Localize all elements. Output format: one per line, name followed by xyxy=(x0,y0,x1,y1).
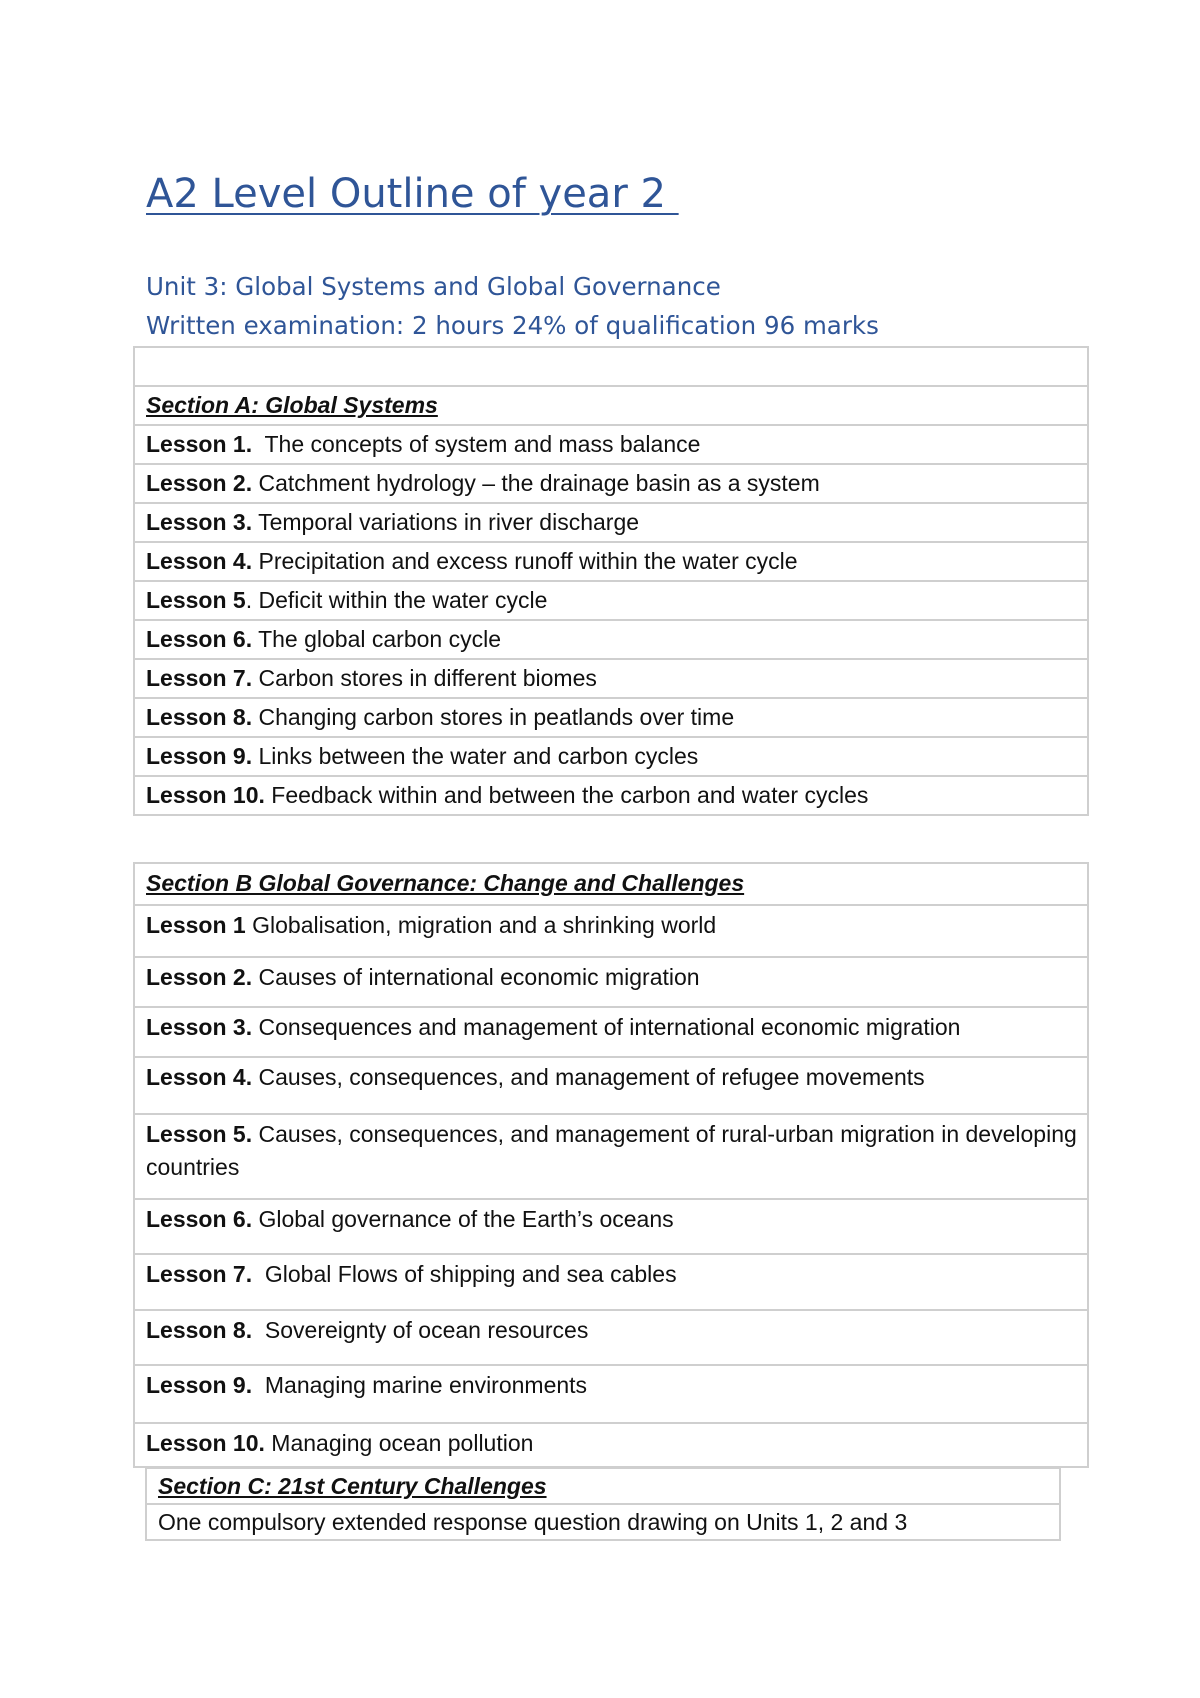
lesson-label: Lesson 6. xyxy=(146,1206,253,1232)
lesson-text: Global Flows of shipping and sea cables xyxy=(252,1261,677,1287)
lesson-cell xyxy=(134,1365,1088,1423)
lesson-text: The concepts of system and mass balance xyxy=(252,431,701,457)
table-row xyxy=(134,1254,1088,1310)
lesson-label: Lesson 9. xyxy=(146,743,253,769)
document-title: A2 Level Outline of year 2 xyxy=(146,171,679,217)
table-row xyxy=(134,620,1088,659)
section-b-heading: Section B Global Governance: Change and Challenges xyxy=(134,863,1088,905)
section-a-heading-row xyxy=(134,386,1088,425)
lesson-text: Consequences and management of international economic migration xyxy=(252,1014,961,1040)
lesson-label: Lesson 2. xyxy=(146,470,253,496)
lesson-text: Changing carbon stores in peatlands over time xyxy=(252,704,735,730)
table-row xyxy=(134,1423,1088,1467)
exam-subtitle: Written examination: 2 hours 24% of qualification 96 marks xyxy=(146,311,879,340)
lesson-cell xyxy=(134,1423,1088,1467)
lesson-cell xyxy=(134,1254,1088,1310)
table-row xyxy=(146,1504,1060,1540)
section-a-table xyxy=(133,346,1089,816)
table-row xyxy=(134,1057,1088,1114)
lesson-label: Lesson 7. xyxy=(146,1261,253,1287)
table-row xyxy=(134,698,1088,737)
lesson-cell xyxy=(134,1310,1088,1365)
table-row xyxy=(134,737,1088,776)
table-row xyxy=(134,1007,1088,1057)
lesson-label: Lesson 5 xyxy=(146,587,246,613)
empty-cell xyxy=(134,347,1088,386)
lesson-text: Precipitation and excess runoff within the water cycle xyxy=(252,548,798,574)
section-b-table xyxy=(133,862,1089,1468)
lesson-cell xyxy=(134,1007,1088,1057)
table-row xyxy=(134,659,1088,698)
table-row xyxy=(134,542,1088,581)
lesson-cell xyxy=(134,620,1088,659)
lesson-cell xyxy=(134,581,1088,620)
section-c-body: One compulsory extended response question drawing on Units 1, 2 and 3 xyxy=(146,1504,1060,1540)
lesson-cell xyxy=(134,425,1088,464)
table-row xyxy=(134,464,1088,503)
lesson-cell xyxy=(134,1114,1088,1199)
lesson-text: Causes, consequences, and management of refugee movements xyxy=(252,1064,925,1090)
lesson-label: Lesson 6. xyxy=(146,626,253,652)
section-c-heading: Section C: 21st Century Challenges xyxy=(146,1468,1060,1504)
lesson-label: Lesson 10. xyxy=(146,1430,265,1456)
lesson-cell xyxy=(134,1057,1088,1114)
lesson-label: Lesson 5. xyxy=(146,1121,253,1147)
table-row xyxy=(134,581,1088,620)
lesson-text: Temporal variations in river discharge xyxy=(252,509,640,535)
lesson-cell xyxy=(134,737,1088,776)
lesson-text: Managing marine environments xyxy=(252,1372,588,1398)
unit-subtitle: Unit 3: Global Systems and Global Governance xyxy=(146,272,721,301)
lesson-text: . Deficit within the water cycle xyxy=(245,587,548,613)
lesson-text: Links between the water and carbon cycles xyxy=(252,743,699,769)
table-row xyxy=(134,957,1088,1007)
lesson-label: Lesson 10. xyxy=(146,782,265,808)
table-row-empty xyxy=(134,347,1088,386)
lesson-text: Feedback within and between the carbon and water cycles xyxy=(264,782,869,808)
table-row xyxy=(134,1365,1088,1423)
lesson-text: Global governance of the Earth’s oceans xyxy=(252,1206,674,1232)
section-a-heading: Section A: Global Systems xyxy=(134,386,1088,425)
lesson-cell xyxy=(134,776,1088,815)
table-row xyxy=(134,1114,1088,1199)
lesson-text: Carbon stores in different biomes xyxy=(252,665,597,691)
lesson-text: Sovereignty of ocean resources xyxy=(252,1317,589,1343)
lesson-label: Lesson 8. xyxy=(146,704,253,730)
lesson-text: Causes, consequences, and management of rural-urban migration in developing countries xyxy=(146,1121,1077,1180)
table-row xyxy=(134,1199,1088,1254)
section-c-table xyxy=(145,1467,1061,1541)
lesson-label: Lesson 4. xyxy=(146,548,253,574)
lesson-text: Causes of international economic migration xyxy=(252,964,700,990)
lesson-cell xyxy=(134,1199,1088,1254)
lesson-label: Lesson 4. xyxy=(146,1064,253,1090)
lesson-cell xyxy=(134,542,1088,581)
lesson-cell xyxy=(134,659,1088,698)
lesson-text: Managing ocean pollution xyxy=(264,1430,534,1456)
lesson-text: The global carbon cycle xyxy=(252,626,501,652)
table-row xyxy=(134,425,1088,464)
section-c-heading-row xyxy=(146,1468,1060,1504)
lesson-cell xyxy=(134,503,1088,542)
lesson-cell xyxy=(134,464,1088,503)
lesson-label: Lesson 1. xyxy=(146,431,253,457)
table-row xyxy=(134,905,1088,957)
lesson-label: Lesson 1 xyxy=(146,912,246,938)
table-row xyxy=(134,776,1088,815)
section-b-heading-row xyxy=(134,863,1088,905)
lesson-label: Lesson 7. xyxy=(146,665,253,691)
lesson-cell xyxy=(134,698,1088,737)
lesson-label: Lesson 3. xyxy=(146,1014,253,1040)
table-row xyxy=(134,503,1088,542)
lesson-cell xyxy=(134,957,1088,1007)
lesson-label: Lesson 8. xyxy=(146,1317,253,1343)
lesson-label: Lesson 3. xyxy=(146,509,253,535)
lesson-label: Lesson 9. xyxy=(146,1372,253,1398)
lesson-label: Lesson 2. xyxy=(146,964,253,990)
table-row xyxy=(134,1310,1088,1365)
lesson-text: Globalisation, migration and a shrinking world xyxy=(245,912,717,938)
lesson-text: Catchment hydrology – the drainage basin as a system xyxy=(252,470,820,496)
lesson-cell xyxy=(134,905,1088,957)
